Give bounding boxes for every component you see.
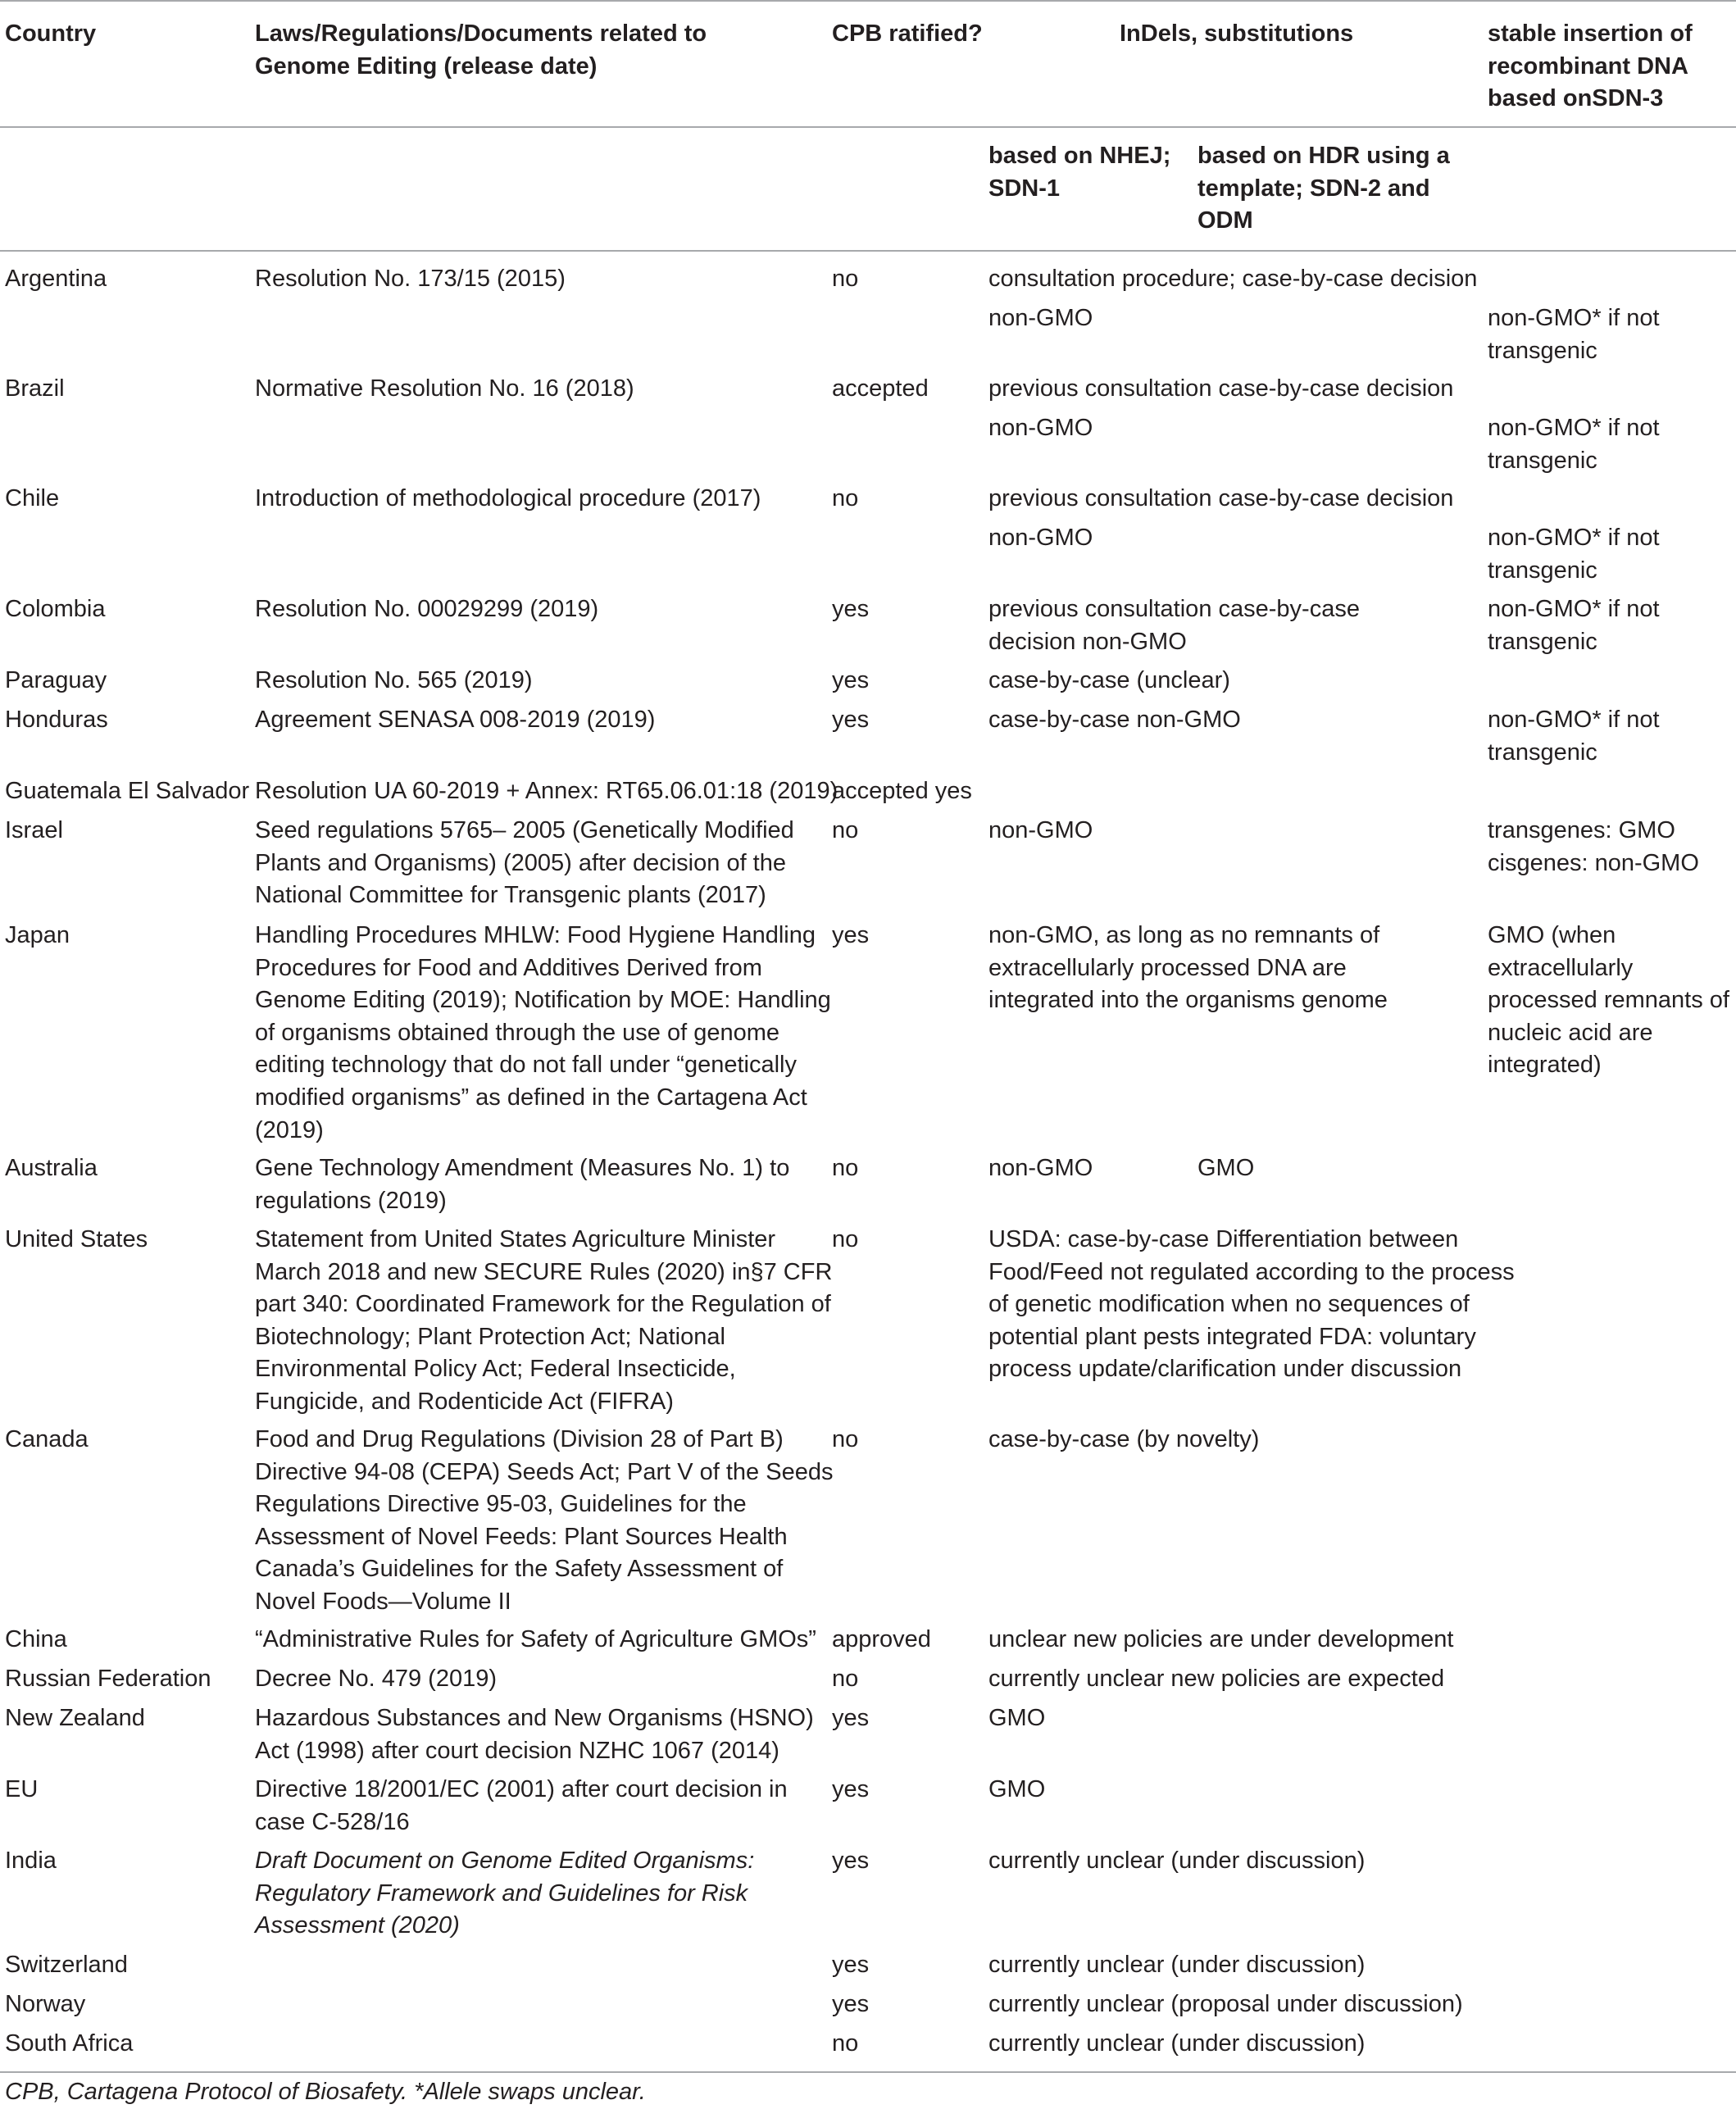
- colombia-sdn3: non-GMO* if not transgenic: [1488, 596, 1660, 655]
- united-states-cpb: no: [832, 1226, 859, 1252]
- china-laws: “Administrative Rules for Safety of Agriculture GMOs”: [255, 1626, 816, 1652]
- united-states-laws: Statement from United States Agriculture Minister March 2018 and new SECURE Rules (2020) in§7 CFR part 340: Coordinated Framework for the Regulation of Biotechnology; Plant Protection Act; National Environmental Policy Act; Federal Insecticide, Fungicide, and Rodenticide Act (FIFRA): [255, 1226, 833, 1415]
- argentina-cpb: no: [832, 266, 859, 292]
- colombia-cpb: yes: [832, 596, 870, 622]
- canada-cpb: no: [832, 1426, 859, 1452]
- australia-cpb: no: [832, 1155, 859, 1181]
- japan-country: Japan: [5, 922, 70, 948]
- russia-cpb: no: [832, 1666, 859, 1692]
- header-indels: InDels, substitutions: [1120, 20, 1354, 47]
- paraguay-laws: Resolution No. 565 (2019): [255, 667, 533, 693]
- header-country: Country: [5, 20, 97, 47]
- chile-country: Chile: [5, 485, 60, 511]
- south-africa-indels: currently unclear (under discussion): [988, 2030, 1366, 2057]
- south-africa-cpb: no: [832, 2030, 859, 2057]
- paraguay-indels: case-by-case (unclear): [988, 667, 1230, 693]
- china-country: China: [5, 1626, 67, 1652]
- israel-cpb: no: [832, 817, 859, 843]
- colombia-indels: previous consultation case-by-case decision non-GMO: [988, 596, 1360, 655]
- header-laws: Laws/Regulations/Documents related to Genome Editing (release date): [255, 20, 707, 80]
- australia-country: Australia: [5, 1155, 98, 1181]
- header-nhej: based on NHEJ; SDN-1: [988, 143, 1171, 202]
- russia-laws: Decree No. 479 (2019): [255, 1666, 497, 1692]
- paraguay-cpb: yes: [832, 667, 870, 693]
- eu-country: EU: [5, 1776, 39, 1802]
- india-laws: Draft Document on Genome Edited Organisms: Regulatory Framework and Guidelines for Risk Assessment (2020): [255, 1848, 755, 1939]
- united-states-indels: USDA: case-by-case Differentiation between Food/Feed not regulated according to the process of genetic modification when no sequences of potential plant pests integrated FDA: voluntary process update/clarification under discussion: [988, 1226, 1515, 1383]
- switzerland-cpb: yes: [832, 1952, 870, 1978]
- norway-indels: currently unclear (proposal under discussion): [988, 1991, 1463, 2017]
- header-hdr: based on HDR using a template; SDN-2 and ODM: [1197, 143, 1450, 234]
- argentina-country: Argentina: [5, 266, 107, 292]
- switzerland-country: Switzerland: [5, 1952, 128, 1978]
- russia-country: Russian Federation: [5, 1666, 211, 1692]
- colombia-country: Colombia: [5, 596, 106, 622]
- honduras-cpb: yes: [832, 707, 870, 733]
- chile-laws: Introduction of methodological procedure (2017): [255, 485, 761, 511]
- guatemala-country: Guatemala El Salvador: [5, 778, 250, 804]
- header-rule-middle: [0, 126, 1736, 128]
- japan-indels: non-GMO, as long as no remnants of extracellularly processed DNA are integrated into the organisms genome: [988, 922, 1388, 1014]
- new-zealand-indels: GMO: [988, 1705, 1046, 1731]
- russia-indels: currently unclear new policies are expected: [988, 1666, 1445, 1692]
- honduras-indels: case-by-case non-GMO: [988, 707, 1241, 733]
- chile-indels: previous consultation case-by-case decision: [988, 485, 1454, 511]
- switzerland-indels: currently unclear (under discussion): [988, 1952, 1366, 1978]
- new-zealand-cpb: yes: [832, 1705, 870, 1731]
- eu-laws: Directive 18/2001/EC (2001) after court decision in case C-528/16: [255, 1776, 788, 1835]
- brazil-indels: previous consultation case-by-case decision: [988, 375, 1454, 402]
- brazil-nhej: non-GMO: [988, 415, 1093, 441]
- norway-country: Norway: [5, 1991, 86, 2017]
- china-indels: unclear new policies are under development: [988, 1626, 1454, 1652]
- canada-indels: case-by-case (by novelty): [988, 1426, 1260, 1452]
- guatemala-laws: Resolution UA 60-2019 + Annex: RT65.06.01:18 (2019): [255, 778, 838, 804]
- india-cpb: yes: [832, 1848, 870, 1874]
- united-states-country: United States: [5, 1226, 148, 1252]
- table-footnote: CPB, Cartagena Protocol of Biosafety. *Allele swaps unclear.: [5, 2079, 646, 2105]
- india-indels: currently unclear (under discussion): [988, 1848, 1366, 1874]
- chile-sdn3: non-GMO* if not transgenic: [1488, 525, 1660, 584]
- eu-indels: GMO: [988, 1776, 1046, 1802]
- australia-laws: Gene Technology Amendment (Measures No. 1) to regulations (2019): [255, 1155, 790, 1214]
- canada-country: Canada: [5, 1426, 89, 1452]
- australia-nhej: non-GMO: [988, 1155, 1093, 1181]
- south-africa-country: South Africa: [5, 2030, 134, 2057]
- israel-indels: non-GMO: [988, 817, 1093, 843]
- india-country: India: [5, 1848, 57, 1874]
- brazil-laws: Normative Resolution No. 16 (2018): [255, 375, 634, 402]
- brazil-sdn3: non-GMO* if not transgenic: [1488, 415, 1660, 474]
- israel-country: Israel: [5, 817, 63, 843]
- israel-laws: Seed regulations 5765– 2005 (Genetically Modified Plants and Organisms) (2005) after decision of the National Committee for Transgenic plants (2017): [255, 817, 794, 909]
- norway-cpb: yes: [832, 1991, 870, 2017]
- israel-sdn3: transgenes: GMO cisgenes: non-GMO: [1488, 817, 1699, 876]
- eu-cpb: yes: [832, 1776, 870, 1802]
- brazil-country: Brazil: [5, 375, 65, 402]
- honduras-laws: Agreement SENASA 008-2019 (2019): [255, 707, 656, 733]
- chile-nhej: non-GMO: [988, 525, 1093, 551]
- colombia-laws: Resolution No. 00029299 (2019): [255, 596, 599, 622]
- japan-cpb: yes: [832, 922, 870, 948]
- header-cpb: CPB ratified?: [832, 20, 983, 47]
- chile-cpb: no: [832, 485, 859, 511]
- new-zealand-country: New Zealand: [5, 1705, 145, 1731]
- header-rule-bottom: [0, 250, 1736, 252]
- argentina-indels: consultation procedure; case-by-case decision: [988, 266, 1478, 292]
- canada-laws: Food and Drug Regulations (Division 28 of Part B) Directive 94-08 (CEPA) Seeds Act; Part V of the Seeds Regulations Directive 95-03, Guidelines for the Assessment of Novel Feeds: Plant Sources Health Canada’s Guidelines for the Safety Assessment of Novel Foods—Volume II: [255, 1426, 834, 1615]
- china-cpb: approved: [832, 1626, 931, 1652]
- japan-laws: Handling Procedures MHLW: Food Hygiene Handling Procedures for Food and Additives Derived from Genome Editing (2019); Notification by MOE: Handling of organisms obtained through the use of genome editing technology that do not fall under “genetically modified organisms” as defined in the Cartagena Act (2019): [255, 922, 831, 1143]
- argentina-nhej: non-GMO: [988, 305, 1093, 331]
- new-zealand-laws: Hazardous Substances and New Organisms (HSNO) Act (1998) after court decision NZHC 1067 (2014): [255, 1705, 814, 1764]
- brazil-cpb: accepted: [832, 375, 929, 402]
- guatemala-cpb: accepted yes: [832, 778, 972, 804]
- argentina-sdn3: non-GMO* if not transgenic: [1488, 305, 1660, 364]
- table-bottom-rule: [0, 2071, 1736, 2073]
- honduras-sdn3: non-GMO* if not transgenic: [1488, 707, 1660, 766]
- australia-hdr: GMO: [1197, 1155, 1255, 1181]
- honduras-country: Honduras: [5, 707, 108, 733]
- argentina-laws: Resolution No. 173/15 (2015): [255, 266, 566, 292]
- japan-sdn3: GMO (when extracellularly processed remnants of nucleic acid are integrated): [1488, 922, 1729, 1079]
- header-sdn3: stable insertion of recombinant DNA based onSDN-3: [1488, 20, 1693, 112]
- table-top-rule: [0, 0, 1736, 2]
- paraguay-country: Paraguay: [5, 667, 107, 693]
